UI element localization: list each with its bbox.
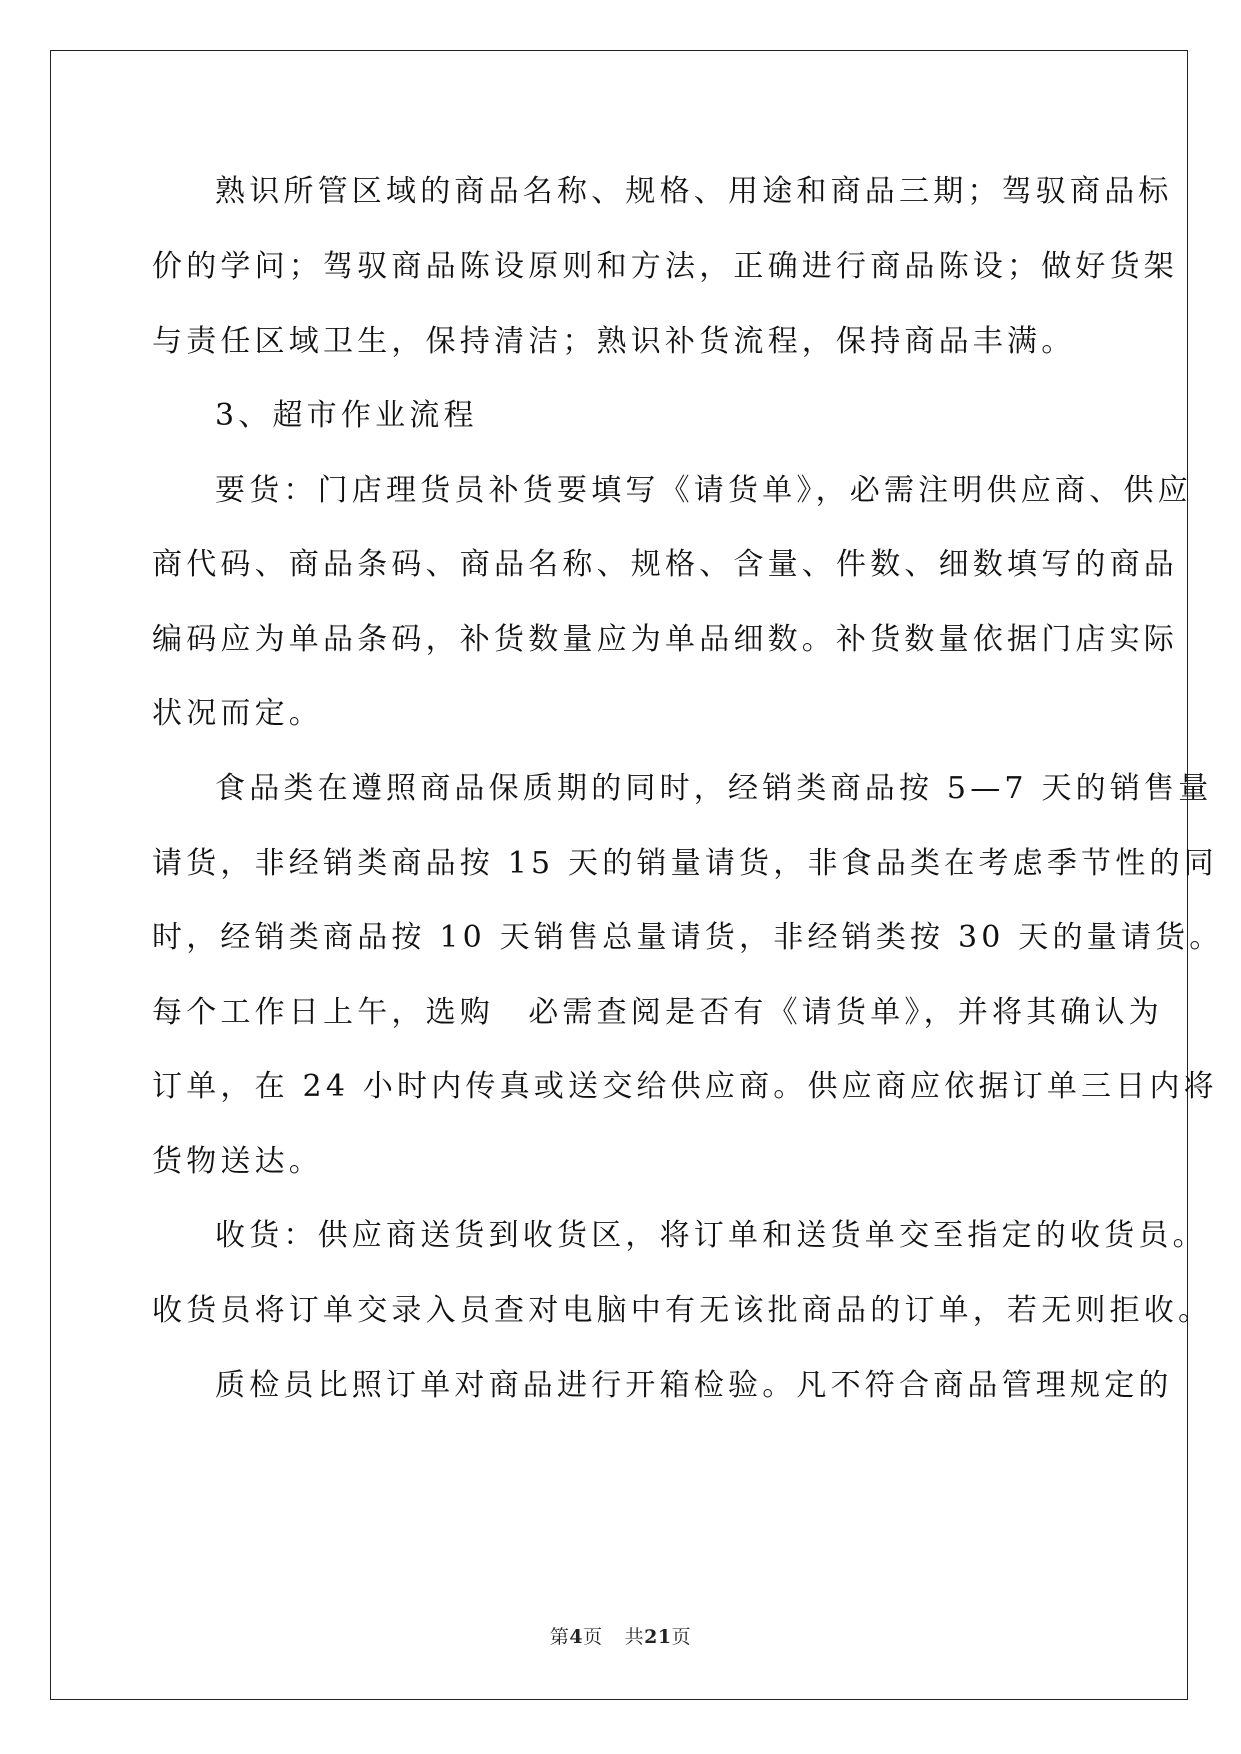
- paragraph-line-10: 请货，非经销类商品按 15 天的销量请货，非食品类在考虑季节性的同: [152, 846, 1218, 881]
- paragraph-line-2: 价的学问；驾驭商品陈设原则和方法，正确进行商品陈设；做好货架: [152, 249, 1178, 284]
- paragraph-line-13: 订单，在 24 小时内传真或送交给供应商。供应商应依据订单三日内将: [152, 1069, 1218, 1104]
- paragraph-line-7: 编码应为单品条码，补货数量应为单品细数。补货数量依据门店实际: [152, 622, 1178, 657]
- paragraph-line-5: 要货：门店理货员补货要填写《请货单》，必需注明供应商、供应: [215, 473, 1192, 508]
- paragraph-line-11: 时，经销类商品按 10 天销售总量请货，非经销类按 30 天的量请货。: [152, 920, 1224, 955]
- footer-total-pages: 21: [644, 1626, 672, 1648]
- footer-page-prefix: 第: [549, 1626, 570, 1648]
- paragraph-line-6: 商代码、商品条码、商品名称、规格、含量、件数、细数填写的商品: [152, 547, 1178, 582]
- paragraph-line-3: 与责任区域卫生，保持清洁；熟识补货流程，保持商品丰满。: [152, 324, 1076, 359]
- paragraph-line-9: 食品类在遵照商品保质期的同时，经销类商品按 5—7 天的销售量: [215, 771, 1213, 806]
- paragraph-line-12: 每个工作日上午，选购 必需查阅是否有《请货单》，并将其确认为: [152, 995, 1163, 1030]
- footer-total-suffix: 页: [671, 1626, 692, 1648]
- paragraph-line-8: 状况而定。: [152, 696, 323, 731]
- footer-page-suffix: 页: [583, 1626, 603, 1648]
- paragraph-line-1: 熟识所管区域的商品名称、规格、用途和商品三期；驾驭商品标: [215, 174, 1173, 209]
- paragraph-line-16: 收货员将订单交录入员查对电脑中有无该批商品的订单，若无则拒收。: [152, 1293, 1213, 1328]
- section-heading: 3、超市作业流程: [215, 398, 478, 433]
- paragraph-line-14: 货物送达。: [152, 1144, 323, 1179]
- footer-total-prefix: 共: [624, 1626, 645, 1648]
- footer-page-number: 4: [569, 1626, 584, 1648]
- page-footer: [0, 1625, 1241, 1649]
- paragraph-line-17: 质检员比照订单对商品进行开箱检验。凡不符合商品管理规定的: [215, 1368, 1173, 1403]
- paragraph-line-15: 收货：供应商送货到收货区，将订单和送货单交至指定的收货员。: [215, 1218, 1207, 1253]
